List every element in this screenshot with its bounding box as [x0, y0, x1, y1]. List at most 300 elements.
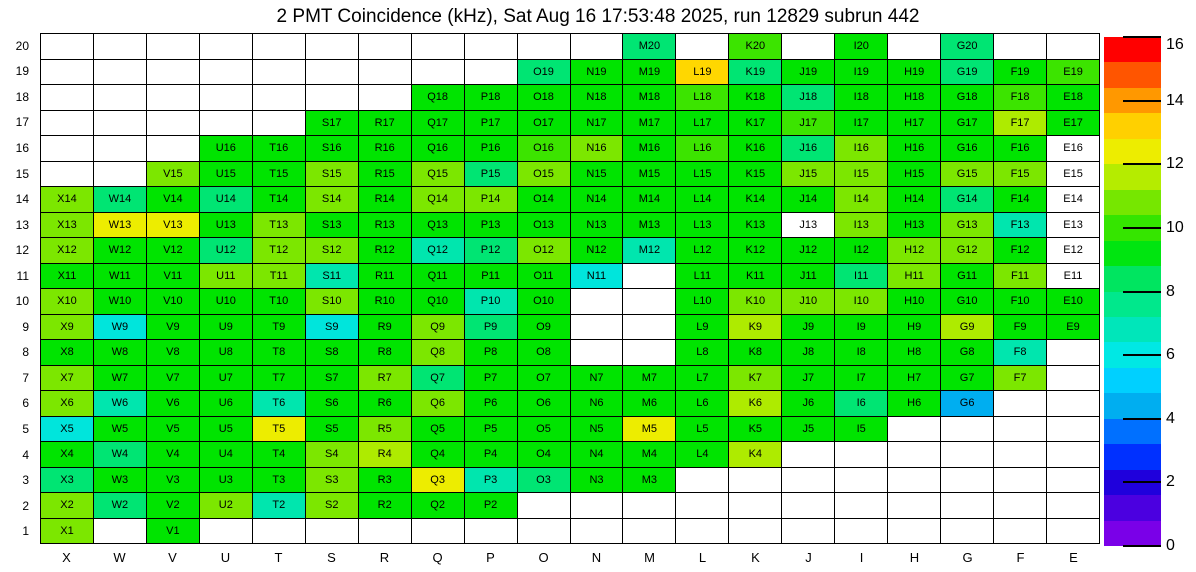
heatmap-cell: T2	[253, 493, 306, 519]
heatmap-cell: M17	[623, 111, 676, 137]
heatmap-cell-empty	[518, 519, 571, 545]
heatmap-cell: U7	[200, 366, 253, 392]
heatmap-cell: G18	[941, 85, 994, 111]
row-label: 6	[22, 396, 29, 411]
column-label: E	[1069, 549, 1078, 565]
heatmap-cell: L5	[676, 417, 729, 443]
colorbar-tick-line	[1123, 36, 1161, 38]
heatmap-cell-empty	[1047, 417, 1100, 443]
heatmap-cell: O10	[518, 289, 571, 315]
colorbar-band	[1104, 292, 1161, 317]
heatmap-cell-empty	[94, 136, 147, 162]
heatmap-cell: P17	[465, 111, 518, 137]
heatmap-cell: F7	[994, 366, 1047, 392]
heatmap-cell: S11	[306, 264, 359, 290]
heatmap-cell: N14	[571, 187, 624, 213]
heatmap-cell-empty	[571, 519, 624, 545]
heatmap-cell: E19	[1047, 60, 1100, 86]
row-label: 17	[15, 115, 29, 130]
heatmap-cell: F17	[994, 111, 1047, 137]
heatmap-cell: O17	[518, 111, 571, 137]
heatmap-cell-empty	[253, 519, 306, 545]
heatmap-cell: W13	[94, 213, 147, 239]
heatmap-cell: E13	[1047, 213, 1100, 239]
heatmap-cell: M13	[623, 213, 676, 239]
heatmap-cell-empty	[623, 264, 676, 290]
heatmap-cell: T11	[253, 264, 306, 290]
heatmap-cell: I11	[835, 264, 888, 290]
heatmap-cell-empty	[571, 340, 624, 366]
heatmap-cell: I13	[835, 213, 888, 239]
heatmap-cell: I14	[835, 187, 888, 213]
heatmap-cell: R11	[359, 264, 412, 290]
heatmap-cell-empty	[94, 162, 147, 188]
heatmap-cell-empty	[676, 493, 729, 519]
heatmap-cell-empty	[359, 85, 412, 111]
heatmap-cell: U5	[200, 417, 253, 443]
heatmap-cell: H11	[888, 264, 941, 290]
heatmap-cell: L12	[676, 238, 729, 264]
heatmap-cell-empty	[994, 519, 1047, 545]
colorbar-band	[1104, 495, 1161, 520]
heatmap-cell-empty	[253, 34, 306, 60]
heatmap-cell: G13	[941, 213, 994, 239]
column-label: S	[327, 549, 336, 565]
heatmap-cell-empty	[41, 111, 94, 137]
heatmap-cell: Q15	[412, 162, 465, 188]
heatmap-cell: U10	[200, 289, 253, 315]
heatmap-cell: S6	[306, 391, 359, 417]
colorbar-tick-label: 14	[1166, 91, 1184, 109]
heatmap-cell-empty	[888, 519, 941, 545]
heatmap-cell-empty	[571, 289, 624, 315]
heatmap-cell: R10	[359, 289, 412, 315]
row-label: 13	[15, 217, 29, 232]
heatmap-cell: H9	[888, 315, 941, 341]
heatmap-cell: F9	[994, 315, 1047, 341]
heatmap-cell: G12	[941, 238, 994, 264]
colorbar-tick-line	[1123, 100, 1161, 102]
heatmap-cell-empty	[729, 493, 782, 519]
heatmap-cell: R12	[359, 238, 412, 264]
heatmap-cell: O16	[518, 136, 571, 162]
heatmap-cell-empty	[782, 519, 835, 545]
heatmap-cell: I15	[835, 162, 888, 188]
heatmap-cell-empty	[941, 468, 994, 494]
heatmap-cell: M6	[623, 391, 676, 417]
heatmap-cell-empty	[571, 315, 624, 341]
heatmap-cell-empty	[676, 519, 729, 545]
heatmap-cell-empty	[835, 468, 888, 494]
heatmap-cell: X10	[41, 289, 94, 315]
heatmap-cell: G19	[941, 60, 994, 86]
heatmap-cell: J8	[782, 340, 835, 366]
heatmap-cell: H13	[888, 213, 941, 239]
heatmap-cell: U2	[200, 493, 253, 519]
heatmap-cell-empty	[676, 34, 729, 60]
heatmap-cell: X13	[41, 213, 94, 239]
heatmap-cell: F18	[994, 85, 1047, 111]
heatmap-cell: L17	[676, 111, 729, 137]
heatmap-cell-empty	[729, 468, 782, 494]
heatmap-cell: X8	[41, 340, 94, 366]
colorbar-tick-label: 16	[1166, 36, 1184, 53]
heatmap-cell: U4	[200, 442, 253, 468]
heatmap-cell: Q13	[412, 213, 465, 239]
heatmap-cell: J16	[782, 136, 835, 162]
row-label: 14	[15, 192, 29, 207]
column-label: I	[859, 549, 864, 565]
y-axis-row-labels	[0, 33, 34, 544]
column-label: P	[486, 549, 495, 565]
column-label: Q	[432, 549, 443, 565]
heatmap-cell: N12	[571, 238, 624, 264]
heatmap-cell: J10	[782, 289, 835, 315]
heatmap-cell: I16	[835, 136, 888, 162]
heatmap-cell: M15	[623, 162, 676, 188]
heatmap-cell-empty	[835, 442, 888, 468]
heatmap-cell-empty	[200, 34, 253, 60]
heatmap-cell: T12	[253, 238, 306, 264]
heatmap-cell: S17	[306, 111, 359, 137]
colorbar-band	[1104, 113, 1161, 138]
heatmap-cell: P9	[465, 315, 518, 341]
heatmap-cell: O9	[518, 315, 571, 341]
colorbar-band	[1104, 317, 1161, 342]
colorbar-band	[1104, 37, 1161, 62]
heatmap-cell: W14	[94, 187, 147, 213]
heatmap-cell: I12	[835, 238, 888, 264]
heatmap-cell: K4	[729, 442, 782, 468]
heatmap-cell: M14	[623, 187, 676, 213]
heatmap-cell-empty	[94, 519, 147, 545]
column-label: O	[538, 549, 549, 565]
heatmap-cell-empty	[306, 34, 359, 60]
heatmap-cell: T4	[253, 442, 306, 468]
heatmap-cell-empty	[941, 493, 994, 519]
colorbar-band	[1104, 393, 1161, 418]
heatmap-cell: K12	[729, 238, 782, 264]
heatmap-cell: T5	[253, 417, 306, 443]
heatmap-cell: P12	[465, 238, 518, 264]
heatmap-cell: H18	[888, 85, 941, 111]
colorbar-band	[1104, 62, 1161, 87]
heatmap-cell: W9	[94, 315, 147, 341]
heatmap-cell: P7	[465, 366, 518, 392]
heatmap-cell: G20	[941, 34, 994, 60]
heatmap-cell: F8	[994, 340, 1047, 366]
heatmap-cell: M4	[623, 442, 676, 468]
heatmap-cell-empty	[41, 85, 94, 111]
heatmap-cell: J6	[782, 391, 835, 417]
heatmap-cell: J12	[782, 238, 835, 264]
heatmap-cell-empty	[412, 60, 465, 86]
colorbar-band	[1104, 419, 1161, 444]
heatmap-cell: L19	[676, 60, 729, 86]
heatmap-cell-empty	[888, 442, 941, 468]
heatmap-cell: L7	[676, 366, 729, 392]
heatmap-cell: M20	[623, 34, 676, 60]
heatmap-cell: M18	[623, 85, 676, 111]
heatmap-cell-empty	[518, 493, 571, 519]
heatmap-cell: F10	[994, 289, 1047, 315]
heatmap-cell: X6	[41, 391, 94, 417]
heatmap-cell: F12	[994, 238, 1047, 264]
heatmap-cell-empty	[941, 417, 994, 443]
heatmap-cell: L14	[676, 187, 729, 213]
heatmap-cell: G17	[941, 111, 994, 137]
heatmap-cell-empty	[676, 468, 729, 494]
heatmap-cell-empty	[306, 85, 359, 111]
heatmap-cell-empty	[253, 60, 306, 86]
heatmap-cell: I19	[835, 60, 888, 86]
heatmap-cell-empty	[94, 111, 147, 137]
row-label: 2	[22, 498, 29, 513]
heatmap-cell: F16	[994, 136, 1047, 162]
x-axis-column-labels	[40, 547, 1100, 567]
heatmap-cell: E14	[1047, 187, 1100, 213]
colorbar-tick-label: 0	[1166, 537, 1175, 554]
heatmap-cell: N16	[571, 136, 624, 162]
column-label: F	[1016, 549, 1025, 565]
heatmap-cell-empty	[994, 442, 1047, 468]
heatmap-cell: Q18	[412, 85, 465, 111]
heatmap-cell: S7	[306, 366, 359, 392]
heatmap-cell: H6	[888, 391, 941, 417]
heatmap-cell: J5	[782, 417, 835, 443]
heatmap-cell: U15	[200, 162, 253, 188]
heatmap-cell-empty	[41, 60, 94, 86]
heatmap-cell: Q14	[412, 187, 465, 213]
heatmap-cell: V10	[147, 289, 200, 315]
heatmap-cell: K15	[729, 162, 782, 188]
heatmap-cell: T6	[253, 391, 306, 417]
heatmap-cell-empty	[253, 85, 306, 111]
heatmap-cell-empty	[200, 519, 253, 545]
heatmap-cell-empty	[994, 468, 1047, 494]
heatmap-cell: O18	[518, 85, 571, 111]
heatmap-cell: P11	[465, 264, 518, 290]
heatmap-cell-empty	[1047, 519, 1100, 545]
heatmap-cell: I20	[835, 34, 888, 60]
heatmap-cell-empty	[147, 85, 200, 111]
heatmap-cell: M7	[623, 366, 676, 392]
heatmap-cell: G10	[941, 289, 994, 315]
heatmap-cell: G7	[941, 366, 994, 392]
heatmap-cell-empty	[412, 519, 465, 545]
heatmap-cell: E16	[1047, 136, 1100, 162]
heatmap-cell: U8	[200, 340, 253, 366]
heatmap-cell: T9	[253, 315, 306, 341]
heatmap-cell: G9	[941, 315, 994, 341]
heatmap-cell: L16	[676, 136, 729, 162]
heatmap-cell: K20	[729, 34, 782, 60]
column-label: V	[168, 549, 177, 565]
colorbar-tick-label: 8	[1166, 282, 1175, 300]
heatmap-cell: G8	[941, 340, 994, 366]
heatmap-cell: O13	[518, 213, 571, 239]
heatmap-cell: O6	[518, 391, 571, 417]
column-label: K	[751, 549, 760, 565]
heatmap-cell: M3	[623, 468, 676, 494]
heatmap-cell: S9	[306, 315, 359, 341]
heatmap-cell-empty	[623, 315, 676, 341]
colorbar-tick-line	[1123, 354, 1161, 356]
heatmap-cell: G6	[941, 391, 994, 417]
heatmap-cell: K5	[729, 417, 782, 443]
heatmap-cell-empty	[465, 60, 518, 86]
heatmap-cell: L9	[676, 315, 729, 341]
heatmap-cell: U16	[200, 136, 253, 162]
heatmap-grid	[40, 33, 1100, 544]
heatmap-cell: U6	[200, 391, 253, 417]
heatmap-cell-empty	[994, 34, 1047, 60]
row-label: 16	[15, 140, 29, 155]
heatmap-cell: G14	[941, 187, 994, 213]
row-label: 18	[15, 89, 29, 104]
heatmap-cell-empty	[729, 519, 782, 545]
heatmap-cell: S14	[306, 187, 359, 213]
heatmap-cell: V15	[147, 162, 200, 188]
heatmap-cell-empty	[888, 493, 941, 519]
heatmap-cell: K16	[729, 136, 782, 162]
heatmap-cell: R3	[359, 468, 412, 494]
heatmap-cell: M5	[623, 417, 676, 443]
heatmap-cell: K11	[729, 264, 782, 290]
heatmap-cell: J15	[782, 162, 835, 188]
heatmap-cell: O5	[518, 417, 571, 443]
colorbar-tick-label: 10	[1166, 218, 1184, 236]
heatmap-cell: T8	[253, 340, 306, 366]
heatmap-cell: V14	[147, 187, 200, 213]
heatmap-cell: R15	[359, 162, 412, 188]
heatmap-cell: P2	[465, 493, 518, 519]
heatmap-cell: W10	[94, 289, 147, 315]
heatmap-cell: V6	[147, 391, 200, 417]
heatmap-cell: K14	[729, 187, 782, 213]
heatmap-cell: K9	[729, 315, 782, 341]
row-label: 7	[22, 370, 29, 385]
heatmap-cell: M16	[623, 136, 676, 162]
heatmap-cell-empty	[1047, 34, 1100, 60]
heatmap-cell: I6	[835, 391, 888, 417]
heatmap-cell: U13	[200, 213, 253, 239]
heatmap-cell: Q8	[412, 340, 465, 366]
heatmap-cell: N4	[571, 442, 624, 468]
heatmap-cell: X14	[41, 187, 94, 213]
column-label: N	[591, 549, 602, 565]
row-label: 4	[22, 447, 29, 462]
heatmap-cell: L4	[676, 442, 729, 468]
colorbar-tick-line	[1123, 481, 1161, 483]
heatmap-cell: V4	[147, 442, 200, 468]
heatmap-cell: Q6	[412, 391, 465, 417]
heatmap-cell: P10	[465, 289, 518, 315]
heatmap-cell: V7	[147, 366, 200, 392]
heatmap-cell: Q12	[412, 238, 465, 264]
heatmap-cell-empty	[359, 60, 412, 86]
heatmap-cell-empty	[888, 34, 941, 60]
heatmap-cell: P4	[465, 442, 518, 468]
heatmap-cell-empty	[835, 493, 888, 519]
heatmap-cell: I10	[835, 289, 888, 315]
heatmap-cell: S2	[306, 493, 359, 519]
heatmap-cell: J19	[782, 60, 835, 86]
heatmap-cell: K17	[729, 111, 782, 137]
heatmap-cell: P6	[465, 391, 518, 417]
heatmap-cell: J18	[782, 85, 835, 111]
column-label: X	[62, 549, 71, 565]
heatmap-cell: I9	[835, 315, 888, 341]
colorbar-tick-line	[1123, 545, 1161, 547]
heatmap-cell: R4	[359, 442, 412, 468]
heatmap-cell: X1	[41, 519, 94, 545]
heatmap-cell: Q4	[412, 442, 465, 468]
heatmap-cell-empty	[41, 162, 94, 188]
heatmap-cell: N6	[571, 391, 624, 417]
heatmap-cell: Q10	[412, 289, 465, 315]
heatmap-cell-empty	[306, 519, 359, 545]
heatmap-cell: L8	[676, 340, 729, 366]
heatmap-cell: R16	[359, 136, 412, 162]
row-label: 3	[22, 473, 29, 488]
heatmap-cell: J17	[782, 111, 835, 137]
heatmap-cell: O19	[518, 60, 571, 86]
heatmap-cell-empty	[147, 136, 200, 162]
heatmap-cell-empty	[994, 417, 1047, 443]
heatmap-cell: P5	[465, 417, 518, 443]
heatmap-cell: O8	[518, 340, 571, 366]
heatmap-cell: W6	[94, 391, 147, 417]
heatmap-cell: W2	[94, 493, 147, 519]
colorbar-band	[1104, 521, 1161, 546]
heatmap-cell: X11	[41, 264, 94, 290]
heatmap-cell: F19	[994, 60, 1047, 86]
colorbar-band	[1104, 190, 1161, 215]
heatmap-cell: J7	[782, 366, 835, 392]
heatmap-cell: P16	[465, 136, 518, 162]
heatmap-cell-empty	[888, 468, 941, 494]
colorbar-tick-line	[1123, 227, 1161, 229]
row-label: 1	[22, 524, 29, 539]
heatmap-cell-empty	[200, 60, 253, 86]
heatmap-cell: Q16	[412, 136, 465, 162]
heatmap-cell: P15	[465, 162, 518, 188]
heatmap-cell: U3	[200, 468, 253, 494]
heatmap-cell-empty	[994, 391, 1047, 417]
column-label: U	[220, 549, 231, 565]
heatmap-cell: F15	[994, 162, 1047, 188]
heatmap-cell-empty	[465, 519, 518, 545]
heatmap-cell: V12	[147, 238, 200, 264]
colorbar-tick-line	[1123, 163, 1161, 165]
heatmap-cell: N7	[571, 366, 624, 392]
heatmap-cell: J11	[782, 264, 835, 290]
heatmap-cell-empty	[571, 493, 624, 519]
heatmap-cell: R2	[359, 493, 412, 519]
colorbar-band	[1104, 241, 1161, 266]
heatmap-cell-empty	[94, 60, 147, 86]
heatmap-cell-empty	[147, 60, 200, 86]
heatmap-cell-empty	[41, 136, 94, 162]
colorbar-tick-line	[1123, 291, 1161, 293]
heatmap-cell: H16	[888, 136, 941, 162]
colorbar-tick-label: 2	[1166, 473, 1175, 491]
heatmap-cell: X5	[41, 417, 94, 443]
heatmap-cell-empty	[782, 442, 835, 468]
heatmap-cell: U11	[200, 264, 253, 290]
heatmap-cell: J9	[782, 315, 835, 341]
